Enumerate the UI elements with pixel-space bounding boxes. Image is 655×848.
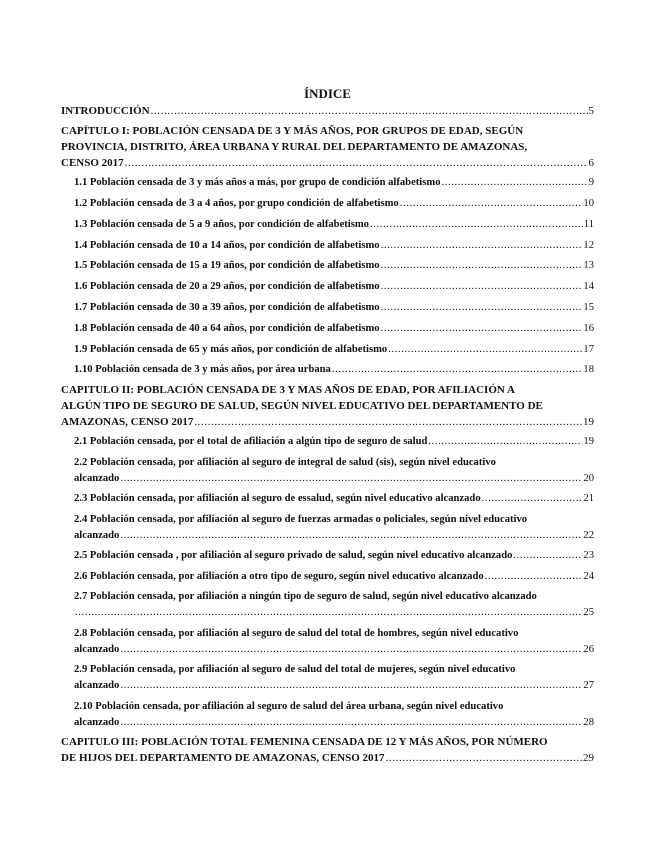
toc-entry-1-2[interactable] <box>74 197 594 211</box>
toc-entry-1-9[interactable] <box>74 343 594 357</box>
toc-entry-page: 23 <box>583 550 594 561</box>
toc-entry-2-8-line1: 2.8 Población censada, por afiliación al seguro de salud del total de hombres, según nivel educativo <box>74 628 519 639</box>
toc-entry-page: 19 <box>583 436 594 447</box>
toc-entry-label: 2.3 Población censada, por afiliación al seguro de essalud, según nivel educativo alcanzado <box>74 493 481 504</box>
toc-entry-label: CENSO 2017 <box>61 157 124 169</box>
toc-entry-label: INTRODUCCIÓN <box>61 105 150 117</box>
toc-entry-label: 1.9 Población censada de 65 y más años, por condición de alfabetismo <box>74 344 388 355</box>
toc-entry-page: 9 <box>588 177 594 188</box>
dot-leader <box>386 751 582 765</box>
dot-leader <box>482 492 583 506</box>
toc-entry-label: 1.10 Población censada de 3 y más años, por área urbana <box>74 364 331 375</box>
toc-entry-2-3[interactable] <box>74 492 594 506</box>
dot-leader <box>125 156 588 170</box>
toc-entry-2-2[interactable] <box>74 472 594 486</box>
toc-entry-1-10[interactable] <box>74 363 594 377</box>
dot-leader <box>332 363 583 377</box>
toc-entry-1-4[interactable] <box>74 239 594 253</box>
dot-leader <box>381 301 583 315</box>
dot-leader <box>381 259 583 273</box>
toc-entry-page: 6 <box>588 157 594 169</box>
toc-entry-label: alcanzado <box>74 644 120 655</box>
toc-entry-1-7[interactable] <box>74 301 594 315</box>
toc-entry-page: 11 <box>583 219 594 230</box>
toc-entry-page: 27 <box>583 680 594 691</box>
toc-entry-capitulo-3[interactable] <box>61 751 594 765</box>
toc-entry-page: 20 <box>583 473 594 484</box>
dot-leader <box>120 679 582 693</box>
toc-entry-label: 2.1 Población censada, por el total de afiliación a algún tipo de seguro de salud <box>74 436 428 447</box>
toc-entry-1-1[interactable] <box>74 176 594 190</box>
toc-entry-introduccion[interactable] <box>61 104 594 118</box>
toc-entry-2-8[interactable] <box>74 643 594 657</box>
toc-entry-page: 14 <box>583 281 594 292</box>
toc-entry-label: 1.7 Población censada de 30 a 39 años, por condición de alfabetismo <box>74 302 380 313</box>
toc-entry-label: alcanzado <box>74 717 120 728</box>
toc-entry-2-1[interactable] <box>74 435 594 449</box>
dot-leader <box>388 343 582 357</box>
toc-entry-label: 1.8 Población censada de 40 a 64 años, por condición de alfabetismo <box>74 323 380 334</box>
dot-leader <box>120 529 582 543</box>
toc-entry-label: AMAZONAS, CENSO 2017 <box>61 416 194 428</box>
dot-leader <box>120 643 582 657</box>
toc-entry-page: 12 <box>583 240 594 251</box>
toc-entry-2-9-line1: 2.9 Población censada, por afiliación al seguro de salud del total de mujeres, según nivel educativo <box>74 664 516 675</box>
toc-chapter-3-line1: CAPITULO III: POBLACIÓN TOTAL FEMENINA CENSADA DE 12 Y MÁS AÑOS, POR NÚMERO <box>61 736 548 748</box>
toc-entry-label: alcanzado <box>74 680 120 691</box>
dot-leader <box>75 606 582 620</box>
toc-entry-label: 2.5 Población censada , por afiliación al seguro privado de salud, según nivel educativo alcanzado <box>74 550 513 561</box>
toc-entry-page: 15 <box>583 302 594 313</box>
toc-entry-label: 1.6 Población censada de 20 a 29 años, por condición de alfabetismo <box>74 281 380 292</box>
toc-entry-page: 21 <box>583 493 594 504</box>
dot-leader <box>120 716 582 730</box>
toc-chapter-1-line2: PROVINCIA, DISTRITO, ÁREA URBANA Y RURAL DEL DEPARTAMENTO DE AMAZONAS, <box>61 141 528 153</box>
toc-entry-label: 1.2 Población censada de 3 a 4 años, por grupo condición de alfabetismo <box>74 198 399 209</box>
dot-leader <box>381 239 583 253</box>
toc-entry-2-10-line1: 2.10 Población censada, por afiliación al seguro de salud del área urbana, según nivel educativo <box>74 701 504 712</box>
toc-entry-page: 18 <box>583 364 594 375</box>
dot-leader <box>381 280 583 294</box>
dot-leader <box>194 415 582 429</box>
toc-entry-label: 1.5 Población censada de 15 a 19 años, por condición de alfabetismo <box>74 260 380 271</box>
toc-entry-page: 28 <box>583 717 594 728</box>
toc-entry-2-7[interactable] <box>74 606 594 620</box>
toc-entry-page: 5 <box>588 105 594 117</box>
toc-entry-label: 1.1 Población censada de 3 y más años a más, por grupo de condición alfabetismo <box>74 177 441 188</box>
dot-leader <box>370 218 583 232</box>
toc-entry-label: 2.6 Población censada, por afiliación a otro tipo de seguro, según nivel educativo alcanzado <box>74 571 484 582</box>
dot-leader <box>400 197 583 211</box>
toc-entry-label: 1.3 Población censada de 5 a 9 años, por condición de alfabetismo <box>74 219 369 230</box>
toc-entry-2-2-line1: 2.2 Población censada, por afiliación al seguro de integral de salud (sis), según nivel educativo <box>74 457 496 468</box>
dot-leader <box>120 472 582 486</box>
toc-entry-1-6[interactable] <box>74 280 594 294</box>
toc-chapter-2-line2: ALGÚN TIPO DE SEGURO DE SALUD, SEGÚN NIVEL EDUCATIVO DEL DEPARTAMENTO DE <box>61 400 543 412</box>
toc-entry-page: 25 <box>583 607 594 618</box>
toc-entry-label: alcanzado <box>74 530 120 541</box>
dot-leader <box>381 322 583 336</box>
toc-entry-capitulo-1[interactable] <box>61 156 594 170</box>
toc-entry-page: 29 <box>583 752 594 764</box>
dot-leader <box>428 435 582 449</box>
toc-entry-1-5[interactable] <box>74 259 594 273</box>
toc-entry-1-8[interactable] <box>74 322 594 336</box>
toc-entry-page: 16 <box>583 323 594 334</box>
toc-entry-page: 13 <box>583 260 594 271</box>
dot-leader <box>485 570 583 584</box>
toc-entry-2-6[interactable] <box>74 570 594 584</box>
toc-entry-page: 10 <box>583 198 594 209</box>
toc-entry-label: DE HIJOS DEL DEPARTAMENTO DE AMAZONAS, CENSO 2017 <box>61 752 385 764</box>
toc-entry-2-9[interactable] <box>74 679 594 693</box>
dot-leader <box>151 104 588 118</box>
toc-entry-page: 17 <box>583 344 594 355</box>
toc-entry-label: 1.4 Población censada de 10 a 14 años, por condición de alfabetismo <box>74 240 380 251</box>
dot-leader <box>513 549 582 563</box>
toc-entry-2-5[interactable] <box>74 549 594 563</box>
toc-entry-page: 24 <box>583 571 594 582</box>
toc-entry-page: 22 <box>583 530 594 541</box>
toc-entry-2-4-line1: 2.4 Población censada, por afiliación al seguro de fuerzas armadas o policiales, según nivel educativo <box>74 514 528 525</box>
toc-entry-label: alcanzado <box>74 473 120 484</box>
toc-chapter-1-line1: CAPÍTULO I: POBLACIÓN CENSADA DE 3 Y MÁS AÑOS, POR GRUPOS DE EDAD, SEGÚN <box>61 125 524 137</box>
toc-entry-page: 26 <box>583 644 594 655</box>
toc-entry-capitulo-2[interactable] <box>61 415 594 429</box>
toc-chapter-2-line1: CAPITULO II: POBLACIÓN CENSADA DE 3 Y MAS AÑOS DE EDAD, POR AFILIACIÓN A <box>61 384 515 396</box>
dot-leader <box>442 176 588 190</box>
toc-entry-2-10[interactable] <box>74 716 594 730</box>
toc-entry-page: 19 <box>583 416 594 428</box>
page-title: ÍNDICE <box>304 86 351 101</box>
toc-entry-2-4[interactable] <box>74 529 594 543</box>
toc-entry-1-3[interactable] <box>74 218 594 232</box>
toc-entry-2-7-line1: 2.7 Población censada, por afiliación a ningún tipo de seguro de salud, según nivel educativo alcanzado <box>74 591 537 602</box>
